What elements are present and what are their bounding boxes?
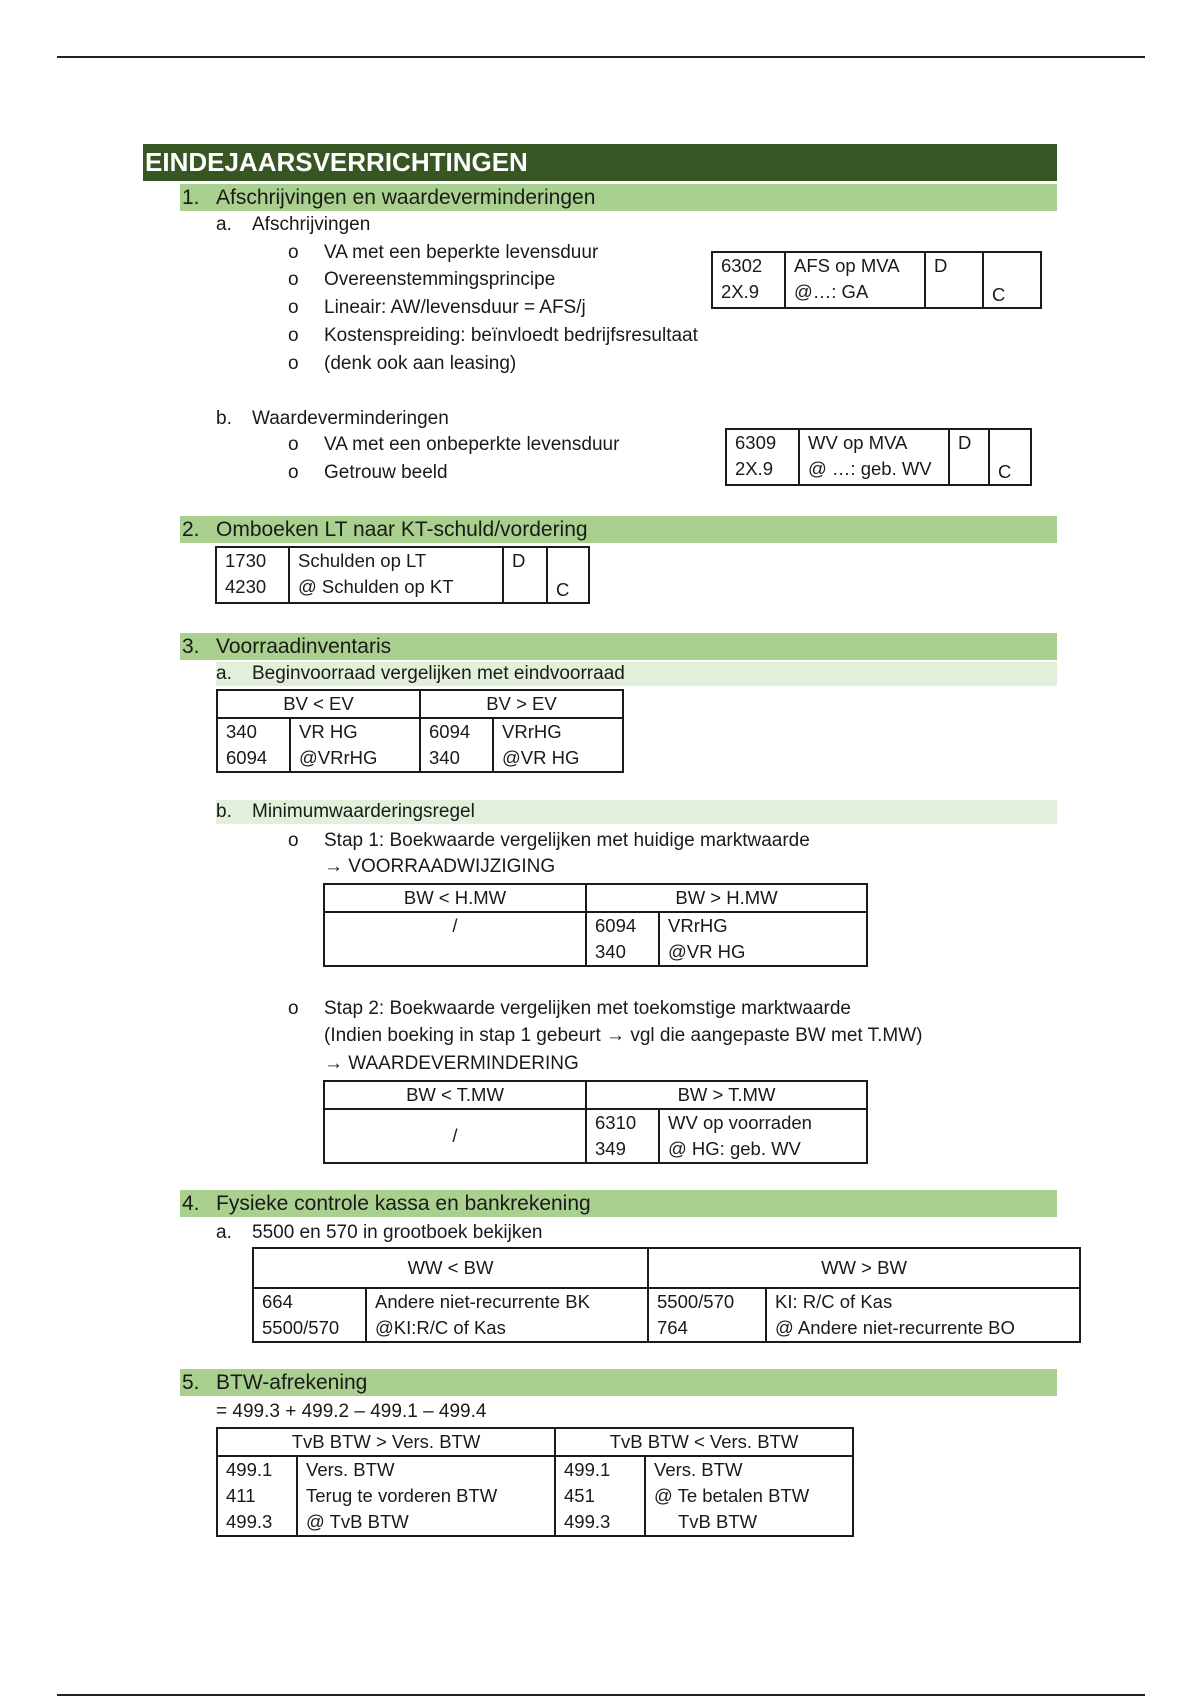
account-code: 451 [564,1485,595,1506]
debit-marker: D [512,550,526,571]
column-header: BV < EV [217,690,420,718]
credit-marker: C [992,284,1006,305]
arrow-icon: → [324,856,343,877]
account-code: 6094 [429,721,471,742]
account-text: KI: R/C of Kas [775,1291,893,1312]
account-code: 499.3 [564,1511,611,1532]
column-header: TvB BTW < Vers. BTW [555,1428,853,1456]
section-number: 5. [182,1371,200,1394]
subsection-title: Waardeverminderingen [252,408,449,429]
account-code: 340 [226,721,257,742]
account-code: 5500/570 [262,1317,340,1338]
subsection-letter: b. [216,408,232,429]
subsection-title: 5500 en 570 in grootboek bekijken [252,1222,543,1243]
section-4-heading [180,1190,1057,1217]
account-text: VR HG [299,721,358,742]
account-text: @VR HG [502,747,580,768]
result-line: → WAARDEVERMINDERING [324,1053,579,1074]
column-header: BW < T.MW [324,1081,586,1109]
account-text: @KI:R/C of Kas [375,1317,506,1338]
account-code: 5500/570 [657,1291,735,1312]
column-header: BV > EV [420,690,623,718]
journal-entry-waardeverminderingen [725,428,1032,486]
account-code: 499.1 [564,1459,611,1480]
account-text: WV op MVA [808,432,908,453]
section-number: 2. [182,518,200,541]
section-title: Omboeken LT naar KT-schuld/vordering [216,518,588,541]
account-code: 2X.9 [721,281,760,302]
empty-result: / [324,912,586,966]
subsection-letter: a. [216,663,232,684]
note-line: (Indien boeking in stap 1 gebeurt → vgl die aangepaste BW met T.MW) [324,1025,923,1046]
journal-entry-afschrijvingen [711,251,1042,309]
account-code: 499.3 [226,1511,273,1532]
column-header: BW > T.MW [586,1081,867,1109]
subsection-letter: b. [216,801,232,822]
section-1-heading [180,184,1057,211]
account-text: @ …: geb. WV [808,458,932,479]
section-number: 3. [182,635,200,658]
journal-entry-omboeken [215,546,590,604]
section-title: Fysieke controle kassa en bankrekening [216,1192,591,1215]
debit-marker: D [934,255,948,276]
account-text: TvB BTW [678,1511,758,1532]
account-code: 2X.9 [735,458,774,479]
account-code: 764 [657,1317,688,1338]
btw-formula: = 499.3 + 499.2 – 499.1 – 499.4 [216,1401,487,1422]
account-code: 349 [595,1138,626,1159]
account-text: Vers. BTW [306,1459,395,1480]
account-text: Terug te vorderen BTW [306,1485,498,1506]
page-title: EINDEJAARSVERRICHTINGEN [143,144,1057,181]
account-code: 4230 [225,576,267,597]
account-text: @VRrHG [299,747,378,768]
section-2-heading [180,516,1057,543]
account-text: WV op voorraden [668,1112,812,1133]
account-code: 411 [226,1485,256,1506]
credit-marker: C [998,461,1012,482]
table-btw [216,1427,854,1537]
result-line: → VOORRAADWIJZIGING [324,856,556,877]
subsection-title: Minimumwaarderingsregel [252,801,475,822]
account-code: 6094 [226,747,268,768]
account-code: 6310 [595,1112,637,1133]
account-text: AFS op MVA [794,255,900,276]
subsection-title: Afschrijvingen [252,214,371,235]
account-text: @ Te betalen BTW [654,1485,810,1506]
credit-marker: C [556,579,570,600]
account-text: Andere niet-recurrente BK [375,1291,590,1312]
table-voorraad-vergelijking [216,689,624,773]
account-code: 6309 [735,432,777,453]
column-header: TvB BTW > Vers. BTW [217,1428,555,1456]
account-text: VRrHG [668,915,728,936]
arrow-icon: → [324,1053,343,1074]
column-header: BW > H.MW [586,884,867,912]
account-code: 1730 [225,550,267,571]
account-text: @ TvB BTW [306,1511,409,1532]
account-code: 6302 [721,255,763,276]
arrow-icon: → [606,1025,626,1046]
account-code: 499.1 [226,1459,273,1480]
section-title: Afschrijvingen en waardeverminderingen [216,186,596,209]
column-header: WW > BW [648,1248,1080,1288]
section-number: 4. [182,1192,200,1215]
section-title: Voorraadinventaris [216,635,392,658]
debit-marker: D [958,432,972,453]
section-5-heading [180,1369,1057,1396]
account-text: Schulden op LT [298,550,427,571]
subsection-letter: a. [216,214,232,235]
account-text: @VR HG [668,941,746,962]
bottom-rule [57,1694,1145,1696]
column-header: BW < H.MW [324,884,586,912]
account-text: @…: GA [794,281,869,302]
section-title: BTW-afrekening [216,1371,368,1394]
account-text: Vers. BTW [654,1459,743,1480]
account-code: 6094 [595,915,637,936]
table-step1 [323,883,868,967]
account-text: @ Andere niet-recurrente BO [775,1317,1015,1338]
account-text: @ Schulden op KT [298,576,454,597]
subsection-title: Beginvoorraad vergelijken met eindvoorraad [252,663,625,684]
section-number: 1. [182,186,200,209]
account-code: 340 [595,941,626,962]
table-step2 [323,1080,868,1164]
account-code: 664 [262,1291,293,1312]
top-rule [57,56,1145,58]
subsection-letter: a. [216,1222,232,1243]
section-3-heading [180,633,1057,660]
account-code: 340 [429,747,460,768]
column-header: WW < BW [253,1248,648,1288]
table-kassa-bank [252,1247,1081,1343]
account-text: VRrHG [502,721,562,742]
account-text: @ HG: geb. WV [668,1138,801,1159]
empty-result: / [324,1109,586,1163]
